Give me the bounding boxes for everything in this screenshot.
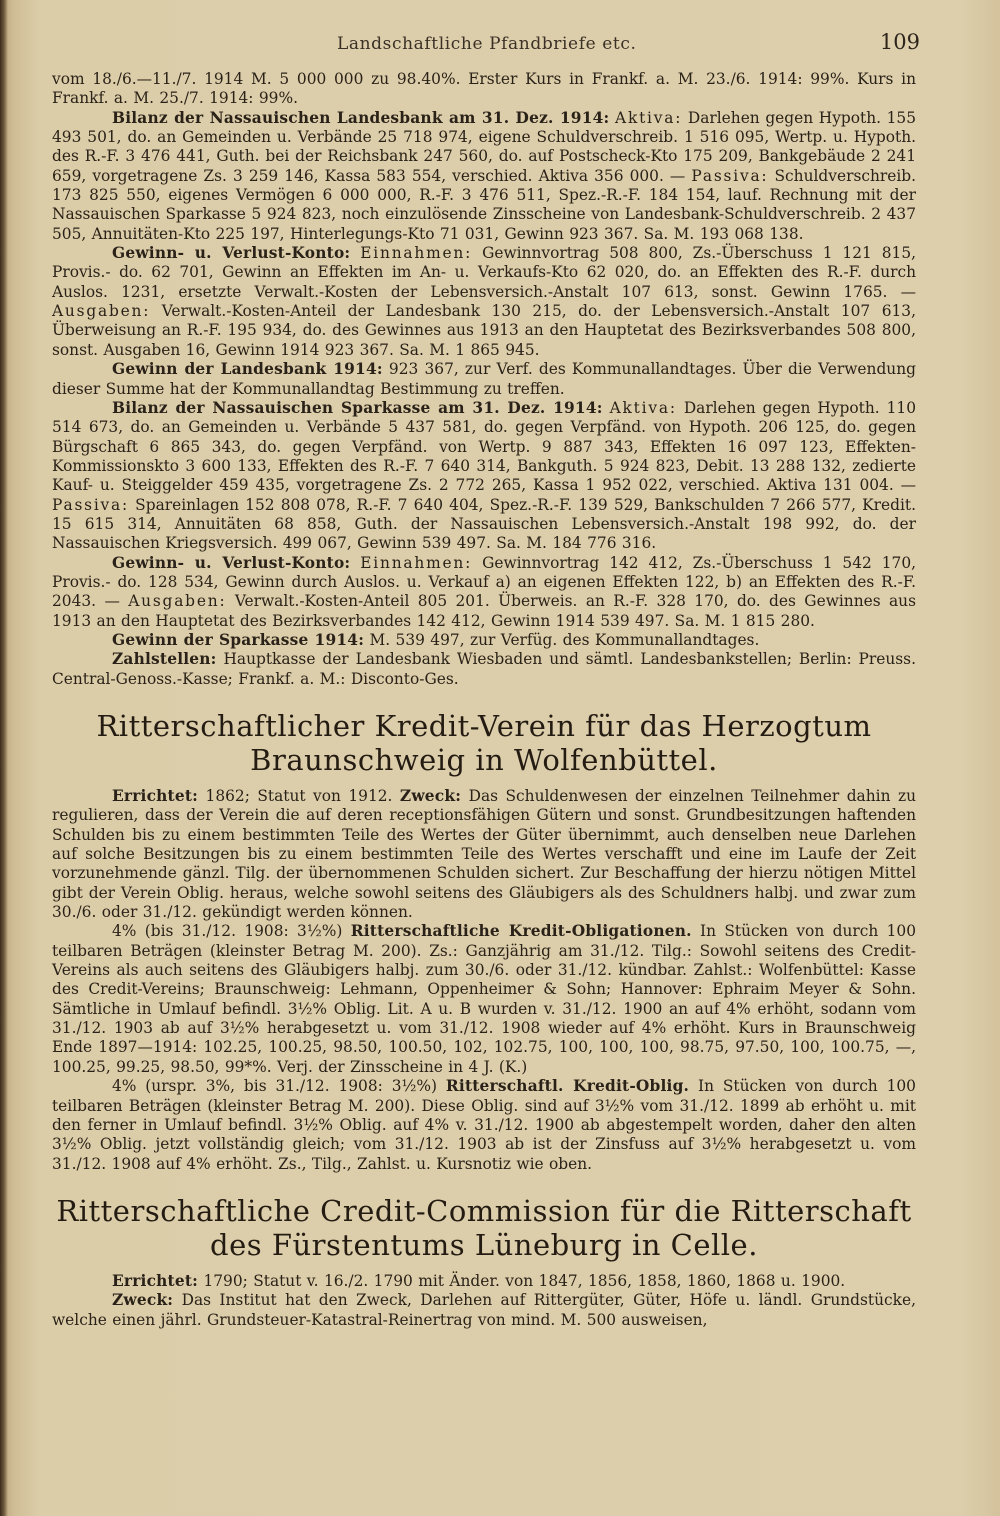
keyword: Aktiva: — [615, 108, 683, 127]
paragraph-label: Bilanz der Nassauischen Landesbank am 31. Dez. 1914: — [112, 108, 610, 127]
running-title: Landschaftliche Pfandbriefe etc. — [337, 34, 637, 54]
landesbank-pl-paragraph: Gewinn- u. Verlust-Konto: Einnahmen: Gewinnvortrag 508 800, Zs.-Überschuss 1 121 815, Provis.- do. 62 701, Gewinn an Effekten im An- u. Verkaufs-Kto 62 020, do. an Effekten des R.-F. durch Auslos. 1231, ersetzte Verwalt.-Kosten der Lebensversich.-Anstalt 107 613, sonst. Gewinn 1765. — Ausgaben: Verwalt.-Kosten-Anteil der Landesbank 130 215, do. der Lebensversich.-Anstalt 107 613, Überweisung an R.-F. 195 934, do. des Gewinnes aus 1913 an den Hauptetat des Bezirksverbandes 508 800, sonst. Ausgaben 16, Gewinn 1914 923 367. Sa. M. 1 865 945. — [52, 244, 916, 359]
paragraph-label: Gewinn der Landesbank 1914: — [112, 360, 383, 379]
braunschweig-section — [52, 787, 916, 1174]
issue-paragraph: vom 18./6.—11./7. 1914 M. 5 000 000 zu 98.40%. Erster Kurs in Frankf. a. M. 23./6. 1914: 99%. Kurs in Frankf. a. M. 25./7. 1914: 99%. — [52, 70, 916, 108]
landesbank-profit-paragraph: Gewinn der Landesbank 1914: 923 367, zur Verf. des Kommunallandtages. Über die Verwendung dieser Summe hat der Kommunallandtag Bestimmung zu treffen. — [52, 360, 916, 398]
keyword: Ausgaben: — [128, 592, 227, 611]
established-paragraph: Errichtet: 1790; Statut v. 16./2. 1790 mit Änder. von 1847, 1856, 1858, 1860, 1868 u. 1900. — [112, 1271, 846, 1290]
paragraph-label: Ritterschaftliche Kredit-Obligationen. — [350, 922, 692, 941]
sparkasse-balance-paragraph: Bilanz der Nassauischen Sparkasse am 31. Dez. 1914: Aktiva: Darlehen gegen Hypoth. 110 514 673, do. an Gemeinden u. Verbände 5 437 581, do. gegen Verpfänd. von Hypoth. 206 125, do. gegen Bürgschaft 6 865 343, do. gegen Verpfänd. von Wertp. 9 887 343, Effekten 16 097 123, Effekten-Kommissionskto 3 600 133, Effekten des R.-F. 7 640 314, Bankguth. 5 924 823, Debit. 13 288 132, zedierte Kauf- u. Steiggelder 459 435, vorgetragene Zs. 2 772 265, Kassa 1 952 022, verschied. Aktiva 131 004. — Passiva: Spareinlagen 152 808 078, R.-F. 7 640 404, Spez.-R.-F. 139 529, Bankschulden 7 266 577, Kredit. 15 615 314, Annuitäten 68 858, Guth. der Nassauischen Lebensversich.-Anstalt 198 992, do. der Nassauischen Kriegsversich. 499 067, Gewinn 539 497. Sa. M. 184 776 316. — [52, 398, 916, 553]
purpose-paragraph: Errichtet: 1862; Statut von 1912. Zweck: Das Schuldenwesen der einzelnen Teilnehmer dahin zu regulieren, dass der Verein die auf deren receptionsfähigen Gütern und sonst. Grundbesitzungen haftenden Schulden bis zu einem bestimmten Teile des Wertes der Güter übernimmt, auch denselben neue Darlehen auf solche Besitzungen bis zu einem bestimmten Teile des Wertes verschafft und eine im Laufe der Zeit vorzunehmende gänzl. Tilg. der übernommenen Schulden sichert. Zur Beschaffung der hierzu nötigen Mittel gibt der Verein Oblig. heraus, welche sowohl seitens des Gläubigers als des Schuldners halbj. und zwar zum 30./6. oder 31./12. gekündigt werden können. — [52, 787, 916, 922]
sparkasse-pl-paragraph: Gewinn- u. Verlust-Konto: Einnahmen: Gewinnvortrag 142 412, Zs.-Überschuss 1 542 170, Provis.- do. 128 534, Gewinn durch Auslos. u. Verkauf a) an eigenen Effekten 122, b) an Effekten des R.-F. 2043. — Ausgaben: Verwalt.-Kosten-Anteil 805 201. Überweis. an R.-F. 328 170, do. des Gewinnes aus 1913 an den Hauptetat des Bezirksverbandes 142 412, Gewinn 1914 539 497. Sa. M. 1 815 280. — [52, 553, 916, 630]
zahlstellen-paragraph: Zahlstellen: Hauptkasse der Landesbank Wiesbaden und sämtl. Landesbankstellen; Berlin: Preuss. Central-Genoss.-Kasse; Frankf. a. M.: Disconto-Ges. — [52, 650, 916, 688]
paragraph-label: Errichtet: — [112, 787, 199, 805]
obligations-paragraph-2: 4% (urspr. 3%, bis 31./12. 1908: 3½%) Ritterschaftl. Kredit-Oblig. In Stücken von durch 100 teilbaren Beträgen (kleinster Betrag M. 200). Diese Oblig. sind auf 3½% vom 31./12. 1899 ab erhöht u. mit den ferner in Umlauf befindl. 3½% Oblig. auf 4% v. 31./12. 1900 ab abgestempelt worden, daher den alten 3½% Oblig. jetzt vollständig gleich; vom 31./12. 1903 ab ist der Zinsfuss auf 3½% herabgesetzt u. vom 31./12. 1908 auf 4% erhöht. Zs., Tilg., Zahlst. u. Kursnotiz wie oben. — [52, 1077, 916, 1173]
paragraph-label: Gewinn- u. Verlust-Konto: — [112, 244, 351, 263]
obligations-paragraph: 4% (bis 31./12. 1908: 3½%) Ritterschaftliche Kredit-Obligationen. In Stücken von durch 100 teilbaren Beträgen (kleinster Betrag M. 200). Zs.: Ganzjährig am 31./12. Tilg.: Sowohl seitens des Credit-Vereins als auch seitens des Gläubigers halbj. zum 30./6. oder 31./12. kündbar. Zahlst.: Wolfenbüttel: Kasse des Credit-Vereins; Braunschweig: Lehmann, Oppenheimer & Sohn; Hannover: Ephraim Meyer & Sohn. Sämtliche in Umlauf befindl. 3½% Oblig. Lit. A u. B wurden v. 31./12. 1900 an auf 4% erhöht, sodann vom 31./12. 1903 ab auf 3½% herabgesetzt u. vom 31./12. 1908 wieder auf 4% erhöht. Kurs in Braunschweig Ende 1897—1914: 102.25, 100.25, 98.50, 100.50, 102, 102.75, 100, 100, 100, 98.75, 97.50, 100, 100.75, —, 100.25, 99.25, 98.50, 99*%. Verj. der Zinsscheine in 4 J. (K.) — [52, 922, 916, 1076]
purpose-paragraph: Zweck: Das Institut hat den Zweck, Darlehen auf Rittergüter, Güter, Höfe u. ländl. Grundstücke, welche einen jährl. Grundsteuer-Katastral-Reinertrag von mind. M. 500 ausweisen, — [52, 1291, 916, 1329]
paragraph-label: Zahlstellen: — [112, 650, 217, 669]
keyword: Einnahmen: — [360, 244, 473, 263]
keyword: Einnahmen: — [360, 553, 473, 572]
page-binding-edge — [0, 0, 8, 1516]
keyword: Aktiva: — [609, 398, 677, 417]
lueneburg-section — [52, 1272, 916, 1330]
paragraph-label: Ritterschaftl. Kredit-Oblig. — [445, 1077, 690, 1096]
sparkasse-profit-paragraph: Gewinn der Sparkasse 1914: M. 539 497, zur Verfüg. des Kommunallandtages. — [112, 630, 760, 649]
landesbank-balance-paragraph: Bilanz der Nassauischen Landesbank am 31. Dez. 1914: Aktiva: Darlehen gegen Hypoth. 155 493 501, do. an Gemeinden u. Verbände 25 718 974, eigene Schuldverschreib. 1 516 095, Wertp. u. Hypoth. des R.-F. 3 476 441, Guth. bei der Reichsbank 247 560, do. auf Postscheck-Kto 175 209, Bankgebäude 2 241 659, vorgetragene Zs. 3 259 146, Kassa 583 554, verschied. Aktiva 356 000. — Passiva: Schuldverschreib. 173 825 550, eigenes Vermögen 6 000 000, R.-F. 3 476 511, Spez.-R.-F. 184 154, lauf. Rechnung mit der Nassauischen Sparkasse 5 924 823, noch einzulösende Zinsscheine von Landesbank-Schuldverschreib. 2 437 505, Annuitäten-Kto 225 197, Hinterlegungs-Kto 71 031, Gewinn 923 367. Sa. M. 193 068 138. — [52, 108, 916, 243]
section-title-braunschweig: Ritterschaftlicher Kredit-Verein für das Herzogtum Braunschweig in Wolfenbüttel. — [96, 709, 872, 777]
paragraph-label: Errichtet: — [112, 1271, 199, 1290]
keyword: Passiva: — [52, 495, 130, 514]
paragraph-label: Zweck: — [399, 787, 462, 805]
section-title-lueneburg: Ritterschaftliche Credit-Commission für die Ritterschaft des Fürstentums Lüneburg in Celle. — [56, 1193, 912, 1262]
nassau-landesbank-section — [52, 70, 916, 689]
keyword: Passiva: — [691, 166, 769, 185]
paragraph-label: Gewinn der Sparkasse 1914: — [112, 630, 365, 649]
paragraph-label: Zweck: — [112, 1291, 174, 1310]
paragraph-label: Gewinn- u. Verlust-Konto: — [112, 553, 351, 572]
page-number: 109 — [879, 30, 920, 54]
keyword: Ausgaben: — [52, 302, 151, 321]
paragraph-label: Bilanz der Nassauischen Sparkasse am 31. Dez. 1914: — [112, 398, 603, 417]
running-head — [52, 30, 920, 60]
